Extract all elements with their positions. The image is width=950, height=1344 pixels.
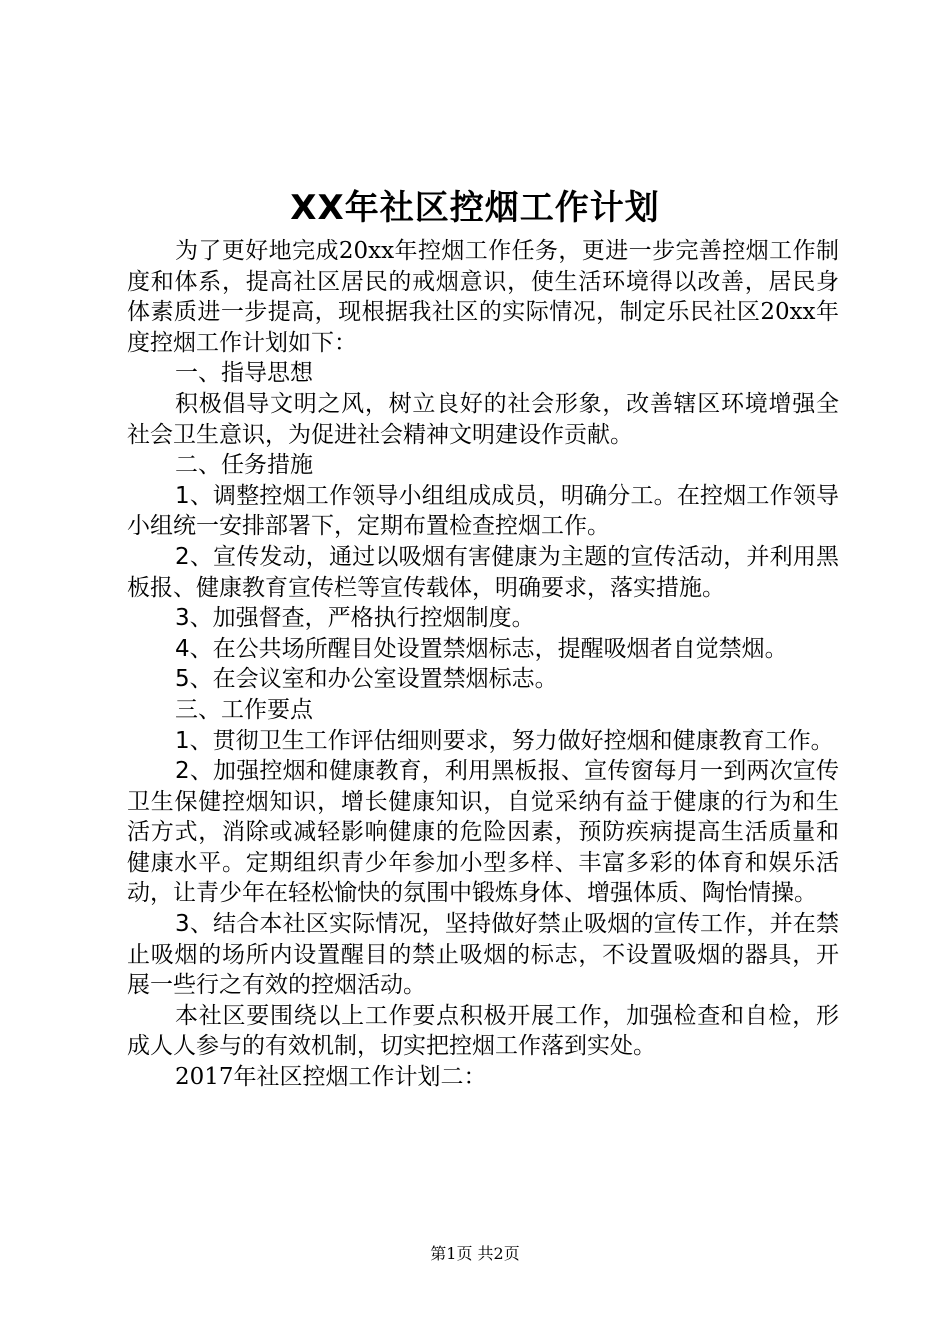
measure-item-3: 3、加强督查，严格执行控烟制度。 bbox=[175, 605, 535, 632]
intro-paragraph: 为了更好地完成20xx年控烟工作任务，更进一步完善控烟工作制度和体系，提高社区居民的戒烟意识，使生活环境得以改善，居民身体素质进一步提高，现根据我社区的实际情况，制定乐民社区20xx年度控烟工作计划如下： bbox=[127, 238, 839, 356]
page-number-footer: 第1页 共2页 bbox=[430, 1244, 520, 1263]
document-title: XX年社区控烟工作计划 bbox=[290, 188, 660, 228]
section-heading-measures: 二、任务措施 bbox=[175, 452, 313, 479]
key-point-item-2-main: 2、加强控烟和健康教育，利用黑板报、宣传窗每月一到两次宣传卫生保健控烟知识，增长健康知识，自觉采纳有益于健康的行为和生活方式，消除或减轻影响健康的危险因素，预防疾病提高生活质量和健康水平。 bbox=[127, 758, 839, 876]
measure-item-1 bbox=[127, 481, 839, 542]
measure-item-2: 2、宣传发动，通过以吸烟有害健康为主题的宣传活动，并利用黑板报、健康教育宣传栏等宣传载体，明确要求，落实措施。 bbox=[127, 543, 839, 601]
measure-item-5: 5、在会议室和办公室设置禁烟标志。 bbox=[175, 666, 558, 693]
guiding-thought-paragraph: 积极倡导文明之风，树立良好的社会形象，改善辖区环境增强全社会卫生意识，为促进社会精神文明建设作贡献。 bbox=[127, 390, 839, 448]
section-heading-guiding-thought: 一、指导思想 bbox=[175, 360, 313, 387]
key-point-item-3: 3、结合本社区实际情况，坚持做好禁止吸烟的宣传工作，并在禁止吸烟的场所内设置醒目的禁止吸烟的标志，不设置吸烟的器具，开展一些行之有效的控烟活动。 bbox=[127, 911, 839, 999]
next-plan-heading: 2017年社区控烟工作计划二： bbox=[175, 1064, 487, 1091]
measure-item-1-main: 1、调整控烟工作领导小组组成成员，明确分工。 bbox=[175, 482, 677, 509]
key-point-item-1: 1、贯彻卫生工作评估细则要求，努力做好控烟和健康教育工作。 bbox=[175, 727, 834, 754]
key-point-item-2 bbox=[127, 756, 839, 909]
measure-item-4: 4、在公共场所醒目处设置禁烟标志，提醒吸烟者自觉禁烟。 bbox=[175, 635, 788, 662]
measure-item-1-detail: 在控烟工作领导小组统一安排部署下，定期布置检查控烟工作。 bbox=[127, 482, 840, 540]
key-point-item-2-detail: 定期组织青少年参加小型多样、丰富多彩的体育和娱乐活动，让青少年在轻松愉快的氛围中锻炼身体、增强体质、陶怡情操。 bbox=[127, 849, 840, 907]
closing-paragraph: 本社区要围绕以上工作要点积极开展工作，加强检查和自检，形成人人参与的有效机制，切实把控烟工作落到实处。 bbox=[127, 1002, 839, 1060]
section-heading-key-points: 三、工作要点 bbox=[175, 696, 313, 723]
document-body bbox=[127, 236, 839, 1093]
